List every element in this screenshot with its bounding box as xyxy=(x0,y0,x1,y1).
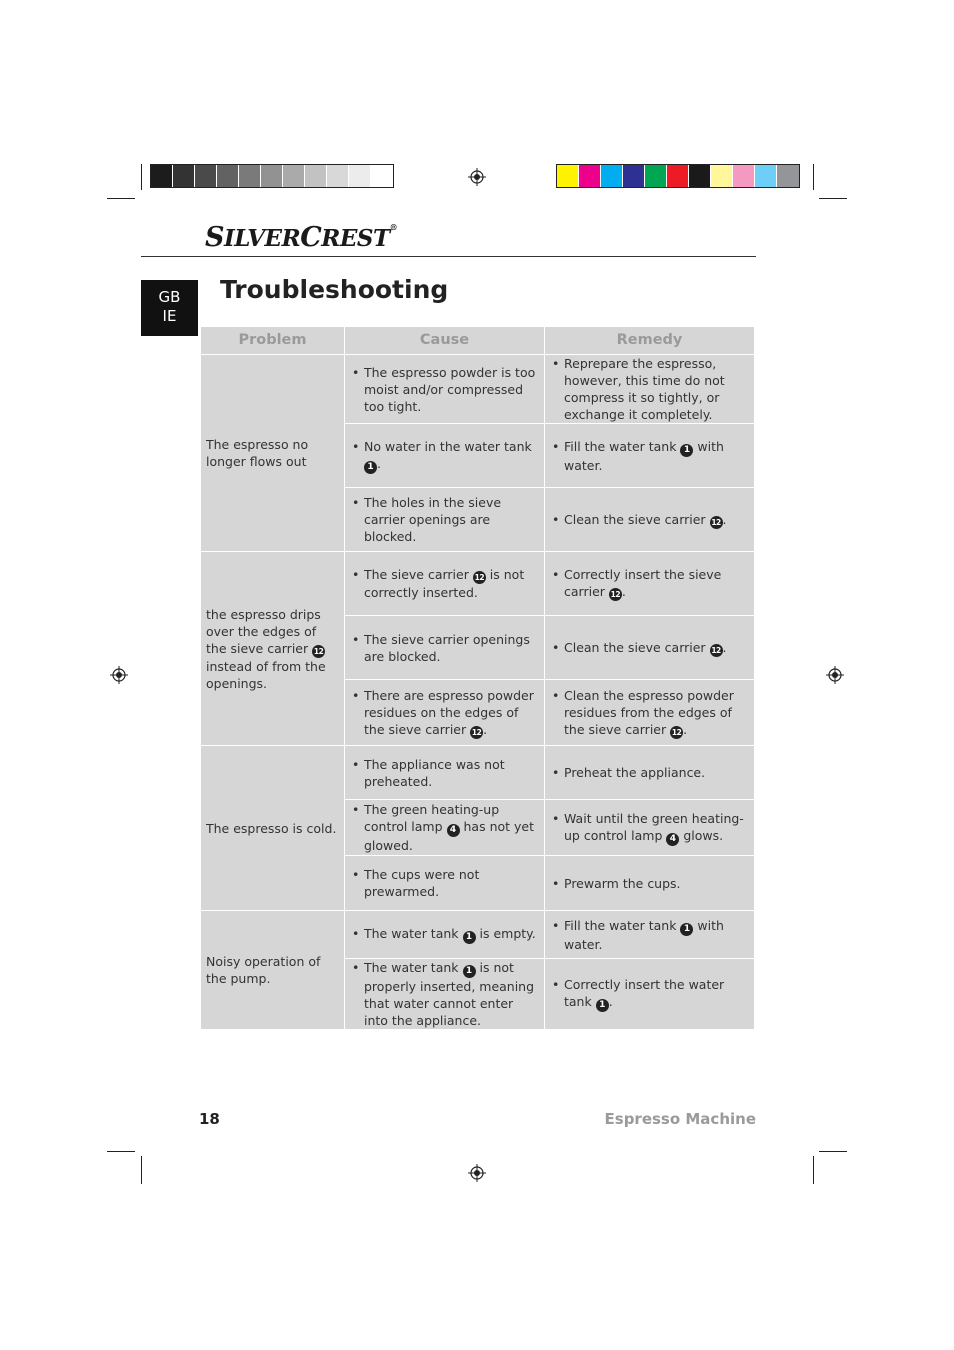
color-swatch xyxy=(305,165,327,187)
crop-mark xyxy=(813,1156,814,1184)
color-swatch xyxy=(195,165,217,187)
color-swatch xyxy=(349,165,371,187)
registration-mark-icon xyxy=(110,666,128,684)
cause-cell: • The green heating-up control lamp 4 has not yet glowed. xyxy=(345,800,545,856)
color-swatch xyxy=(327,165,349,187)
component-number-badge: 1 xyxy=(463,931,476,944)
table-row xyxy=(201,746,755,800)
component-number-badge: 12 xyxy=(711,645,721,655)
cause-cell: • There are espresso powder residues on the edges of the sieve carrier 12 . xyxy=(345,680,545,746)
color-swatch xyxy=(711,165,733,187)
color-swatch xyxy=(371,165,393,187)
cause-cell: • The espresso powder is too moist and/or compressed too tight. xyxy=(345,355,545,424)
remedy-cell: • Fill the water tank 1 with water. xyxy=(545,424,755,488)
footer-product-title: Espresso Machine xyxy=(604,1110,756,1128)
color-swatch xyxy=(689,165,711,187)
color-swatch xyxy=(579,165,601,187)
gray-calibration-strip xyxy=(150,164,394,188)
color-swatch xyxy=(217,165,239,187)
language-code: GB xyxy=(158,288,181,306)
remedy-cell: • Clean the espresso powder residues from the edges of the sieve carrier 12 . xyxy=(545,680,755,746)
crop-mark xyxy=(107,198,135,199)
color-swatch xyxy=(151,165,173,187)
remedy-cell: • Wait until the green heating-up control lamp 4 glows. xyxy=(545,800,755,856)
remedy-cell: • Clean the sieve carrier 12 . xyxy=(545,488,755,552)
column-header-problem: Problem xyxy=(201,327,345,355)
color-calibration-strip xyxy=(556,164,800,188)
page-number: 18 xyxy=(199,1110,220,1128)
component-number-badge: 1 xyxy=(463,965,476,978)
crop-mark xyxy=(141,1156,142,1184)
cause-cell: • The cups were not prewarmed. xyxy=(345,856,545,911)
color-swatch xyxy=(777,165,799,187)
component-number-badge: 1 xyxy=(680,923,693,936)
color-swatch xyxy=(261,165,283,187)
component-number-badge: 4 xyxy=(447,824,460,837)
component-number-badge: 1 xyxy=(364,461,377,474)
cause-cell: • The water tank 1 is not properly inserted, meaning that water cannot enter into the appliance. xyxy=(345,959,545,1030)
remedy-cell: • Correctly insert the water tank 1 . xyxy=(545,959,755,1030)
component-number-badge: 12 xyxy=(711,517,721,527)
color-swatch xyxy=(623,165,645,187)
problem-cell: The espresso is cold. xyxy=(201,746,345,911)
table-row xyxy=(201,355,755,424)
component-number-badge: 12 xyxy=(471,727,482,737)
color-swatch xyxy=(283,165,305,187)
page-title: Troubleshooting xyxy=(220,275,449,304)
remedy-cell: • Correctly insert the sieve carrier 12 . xyxy=(545,552,755,616)
component-number-badge: 4 xyxy=(666,833,679,846)
remedy-cell: • Fill the water tank 1 with water. xyxy=(545,911,755,959)
remedy-cell: • Clean the sieve carrier 12 . xyxy=(545,616,755,680)
color-swatch xyxy=(755,165,777,187)
component-number-badge: 12 xyxy=(313,646,324,656)
remedy-cell: • Prewarm the cups. xyxy=(545,856,755,911)
remedy-cell: • Preheat the appliance. xyxy=(545,746,755,800)
component-number-badge: 1 xyxy=(596,999,609,1012)
problem-cell: Noisy operation of the pump. xyxy=(201,911,345,1030)
troubleshooting-table xyxy=(200,326,755,1030)
component-number-badge: 12 xyxy=(474,573,485,582)
table-row xyxy=(201,911,755,959)
table-row xyxy=(201,552,755,616)
column-header-cause: Cause xyxy=(345,327,545,355)
component-number-badge: 1 xyxy=(680,444,693,457)
color-swatch xyxy=(733,165,755,187)
language-badge xyxy=(141,280,198,336)
header-rule xyxy=(141,256,756,257)
component-number-badge: 12 xyxy=(671,727,682,737)
column-header-remedy: Remedy xyxy=(545,327,755,355)
color-swatch xyxy=(239,165,261,187)
cause-cell: • The sieve carrier 12 is not correctly inserted. xyxy=(345,552,545,616)
brand-logo: SILVERCREST® xyxy=(205,222,398,253)
component-number-badge: 12 xyxy=(610,590,621,599)
registration-mark-icon xyxy=(468,168,486,186)
crop-mark xyxy=(141,164,142,190)
problem-cell: the espresso drips over the edges of the sieve carrier 12 instead of from the openings. xyxy=(201,552,345,746)
table-header-row xyxy=(201,327,755,355)
color-swatch xyxy=(173,165,195,187)
cause-cell: • The sieve carrier openings are blocked. xyxy=(345,616,545,680)
cause-cell: • The water tank 1 is empty. xyxy=(345,911,545,959)
color-swatch xyxy=(557,165,579,187)
problem-cell: The espresso no longer flows out xyxy=(201,355,345,552)
crop-mark xyxy=(819,198,847,199)
remedy-cell: • Reprepare the espresso, however, this time do not compress it so tightly, or exchange it completely. xyxy=(545,355,755,424)
cause-cell: • No water in the water tank 1 . xyxy=(345,424,545,488)
crop-mark xyxy=(107,1151,135,1152)
color-swatch xyxy=(667,165,689,187)
registration-mark-icon xyxy=(468,1164,486,1182)
crop-mark xyxy=(813,164,814,190)
color-swatch xyxy=(601,165,623,187)
cause-cell: • The appliance was not preheated. xyxy=(345,746,545,800)
language-code: IE xyxy=(162,307,177,325)
crop-mark xyxy=(819,1151,847,1152)
registration-mark-icon xyxy=(826,666,844,684)
cause-cell: • The holes in the sieve carrier openings are blocked. xyxy=(345,488,545,552)
color-swatch xyxy=(645,165,667,187)
